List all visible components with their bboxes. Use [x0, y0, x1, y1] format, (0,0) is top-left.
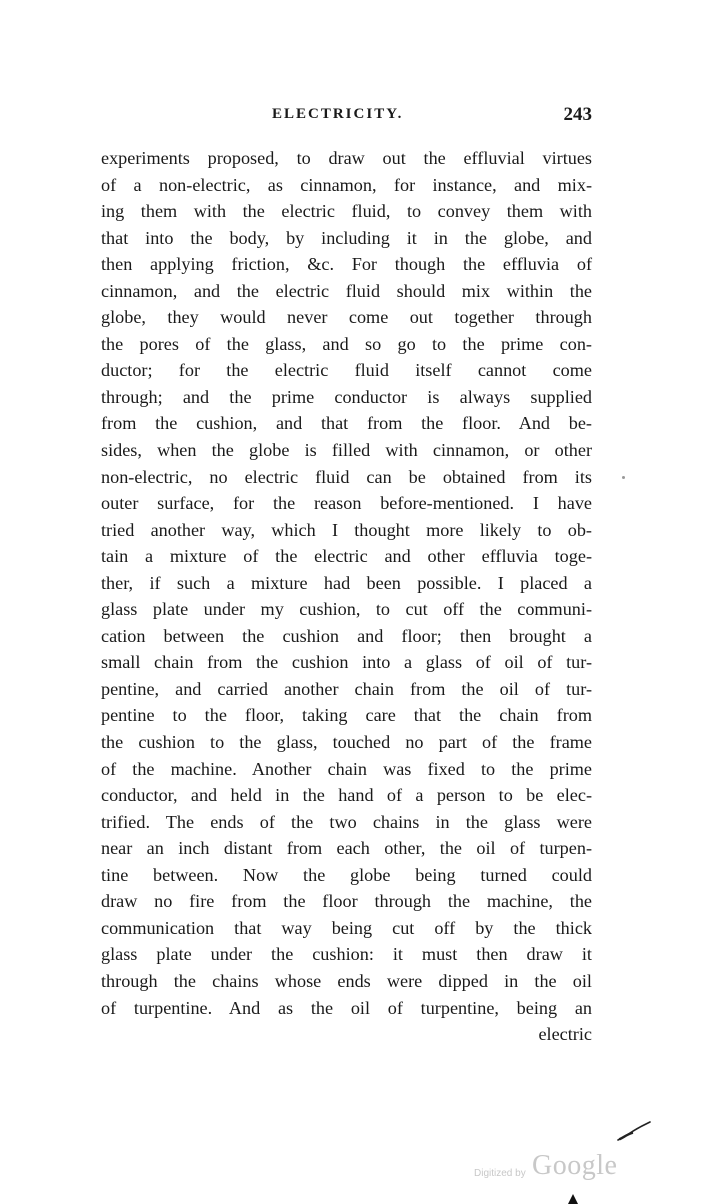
text-line: tried another way, which I thought more likely to ob- [101, 519, 592, 540]
text-line: sides, when the globe is filled with cinnamon, or other [101, 440, 592, 461]
text-line: near an inch distant from each other, the oil of turpen- [101, 838, 592, 859]
text-line: pentine to the floor, taking care that the chain from [101, 705, 592, 726]
text-line: cation between the cushion and floor; then brought a [101, 625, 592, 646]
text-line: then applying friction, &c. For though the effluvia of [101, 254, 592, 275]
text-line: the pores of the glass, and so go to the prime con- [101, 333, 592, 354]
text-line: small chain from the cushion into a glass of oil of tur- [101, 652, 592, 673]
text-line: outer surface, for the reason before-mentioned. I have [101, 493, 592, 514]
text-line: trified. The ends of the two chains in the glass were [101, 811, 592, 832]
text-line: from the cushion, and that from the floor. And be- [101, 413, 592, 434]
text-line: communication that way being cut off by the thick [101, 917, 592, 938]
text-line: draw no fire from the floor through the machine, the [101, 891, 592, 912]
text-line: ther, if such a mixture had been possible. I placed a [101, 572, 592, 593]
running-head [100, 104, 592, 128]
text-line: ductor; for the electric fluid itself cannot come [101, 360, 592, 381]
text-line: the cushion to the glass, touched no part of the frame [101, 732, 592, 753]
page-number: 243 [563, 104, 592, 125]
margin-speck [622, 476, 625, 479]
google-logo: Google [532, 1150, 618, 1181]
text-line: globe, they would never come out together through [101, 307, 592, 328]
catchword: electric [538, 1024, 592, 1045]
digitized-by-text: Digitized by [474, 1168, 526, 1179]
google-watermark [474, 1150, 624, 1190]
text-line: glass plate under my cushion, to cut off the communi- [101, 599, 592, 620]
text-line: of the machine. Another chain was fixed to the prime [101, 758, 592, 779]
text-line: tine between. Now the globe being turned could [101, 864, 592, 885]
text-line: conductor, and held in the hand of a person to be elec- [101, 785, 592, 806]
text-line: cinnamon, and the electric fluid should mix within the [101, 280, 592, 301]
running-title: ELECTRICITY. [272, 106, 404, 122]
text-line: non-electric, no electric fluid can be obtained from its [101, 466, 592, 487]
text-line: of turpentine. And as the oil of turpentine, being an [101, 997, 592, 1018]
text-line: pentine, and carried another chain from the oil of tur- [101, 678, 592, 699]
text-line: of a non-electric, as cinnamon, for instance, and mix- [101, 174, 592, 195]
text-line: glass plate under the cushion: it must then draw it [101, 944, 592, 965]
text-line: that into the body, by including it in the globe, and [101, 227, 592, 248]
text-line: ing them with the electric fluid, to convey them with [101, 201, 592, 222]
ink-blot-mark [566, 1188, 580, 1204]
pen-stroke-mark [616, 1118, 652, 1144]
text-line: through the chains whose ends were dipped in the oil [101, 970, 592, 991]
text-line: tain a mixture of the electric and other effluvia toge- [101, 546, 592, 567]
text-line: experiments proposed, to draw out the effluvial virtues [101, 148, 592, 168]
body-text [101, 145, 592, 1048]
text-line: through; and the prime conductor is always supplied [101, 386, 592, 407]
